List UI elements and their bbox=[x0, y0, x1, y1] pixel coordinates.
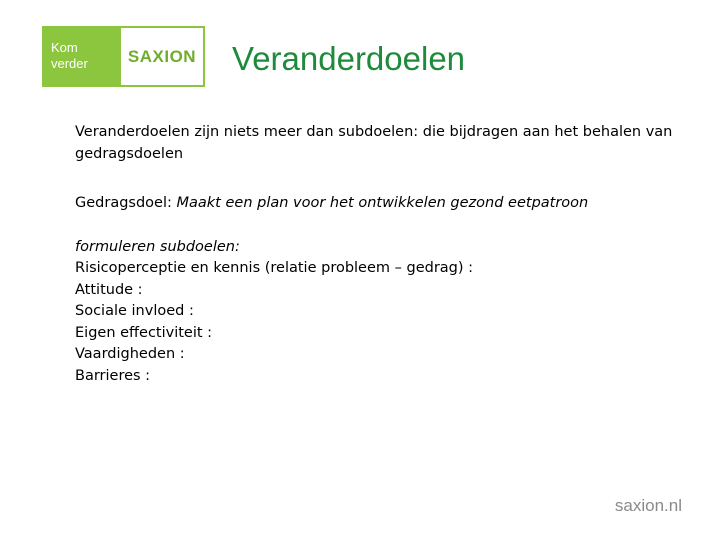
logo-tagline-line1: Kom bbox=[51, 40, 78, 55]
slide-title: Veranderdoelen bbox=[232, 40, 466, 77]
intro-text: Veranderdoelen zijn niets meer dan subdoelen: die bijdragen aan het behalen van gedragsdoelen bbox=[75, 124, 673, 162]
footer-url: saxion.nl bbox=[614, 496, 682, 515]
goal-line bbox=[75, 193, 675, 215]
subgoal-item: Vaardigheden : bbox=[75, 346, 185, 362]
saxion-logo bbox=[42, 26, 205, 87]
subgoal-item: Barrieres : bbox=[75, 367, 151, 384]
logo-tagline bbox=[44, 28, 121, 85]
logo-tagline-line2: verder bbox=[51, 56, 88, 71]
subgoal-item: Eigen effectiviteit : bbox=[75, 324, 213, 341]
subgoals-heading: formuleren subdoelen: bbox=[75, 238, 240, 255]
subgoal-item: Sociale invloed : bbox=[75, 303, 194, 319]
goal-text: Maakt een plan voor het ontwikkelen gezond eetpatroon bbox=[176, 195, 589, 211]
subgoal-item: Risicoperceptie en kennis (relatie probleem – gedrag) : bbox=[75, 260, 474, 276]
subgoals-list bbox=[75, 258, 675, 387]
goal-label: Gedragsdoel: bbox=[75, 195, 172, 211]
subgoal-item: Attitude : bbox=[75, 281, 143, 298]
logo-brand: SAXION bbox=[127, 46, 197, 66]
slide-body bbox=[75, 122, 675, 387]
